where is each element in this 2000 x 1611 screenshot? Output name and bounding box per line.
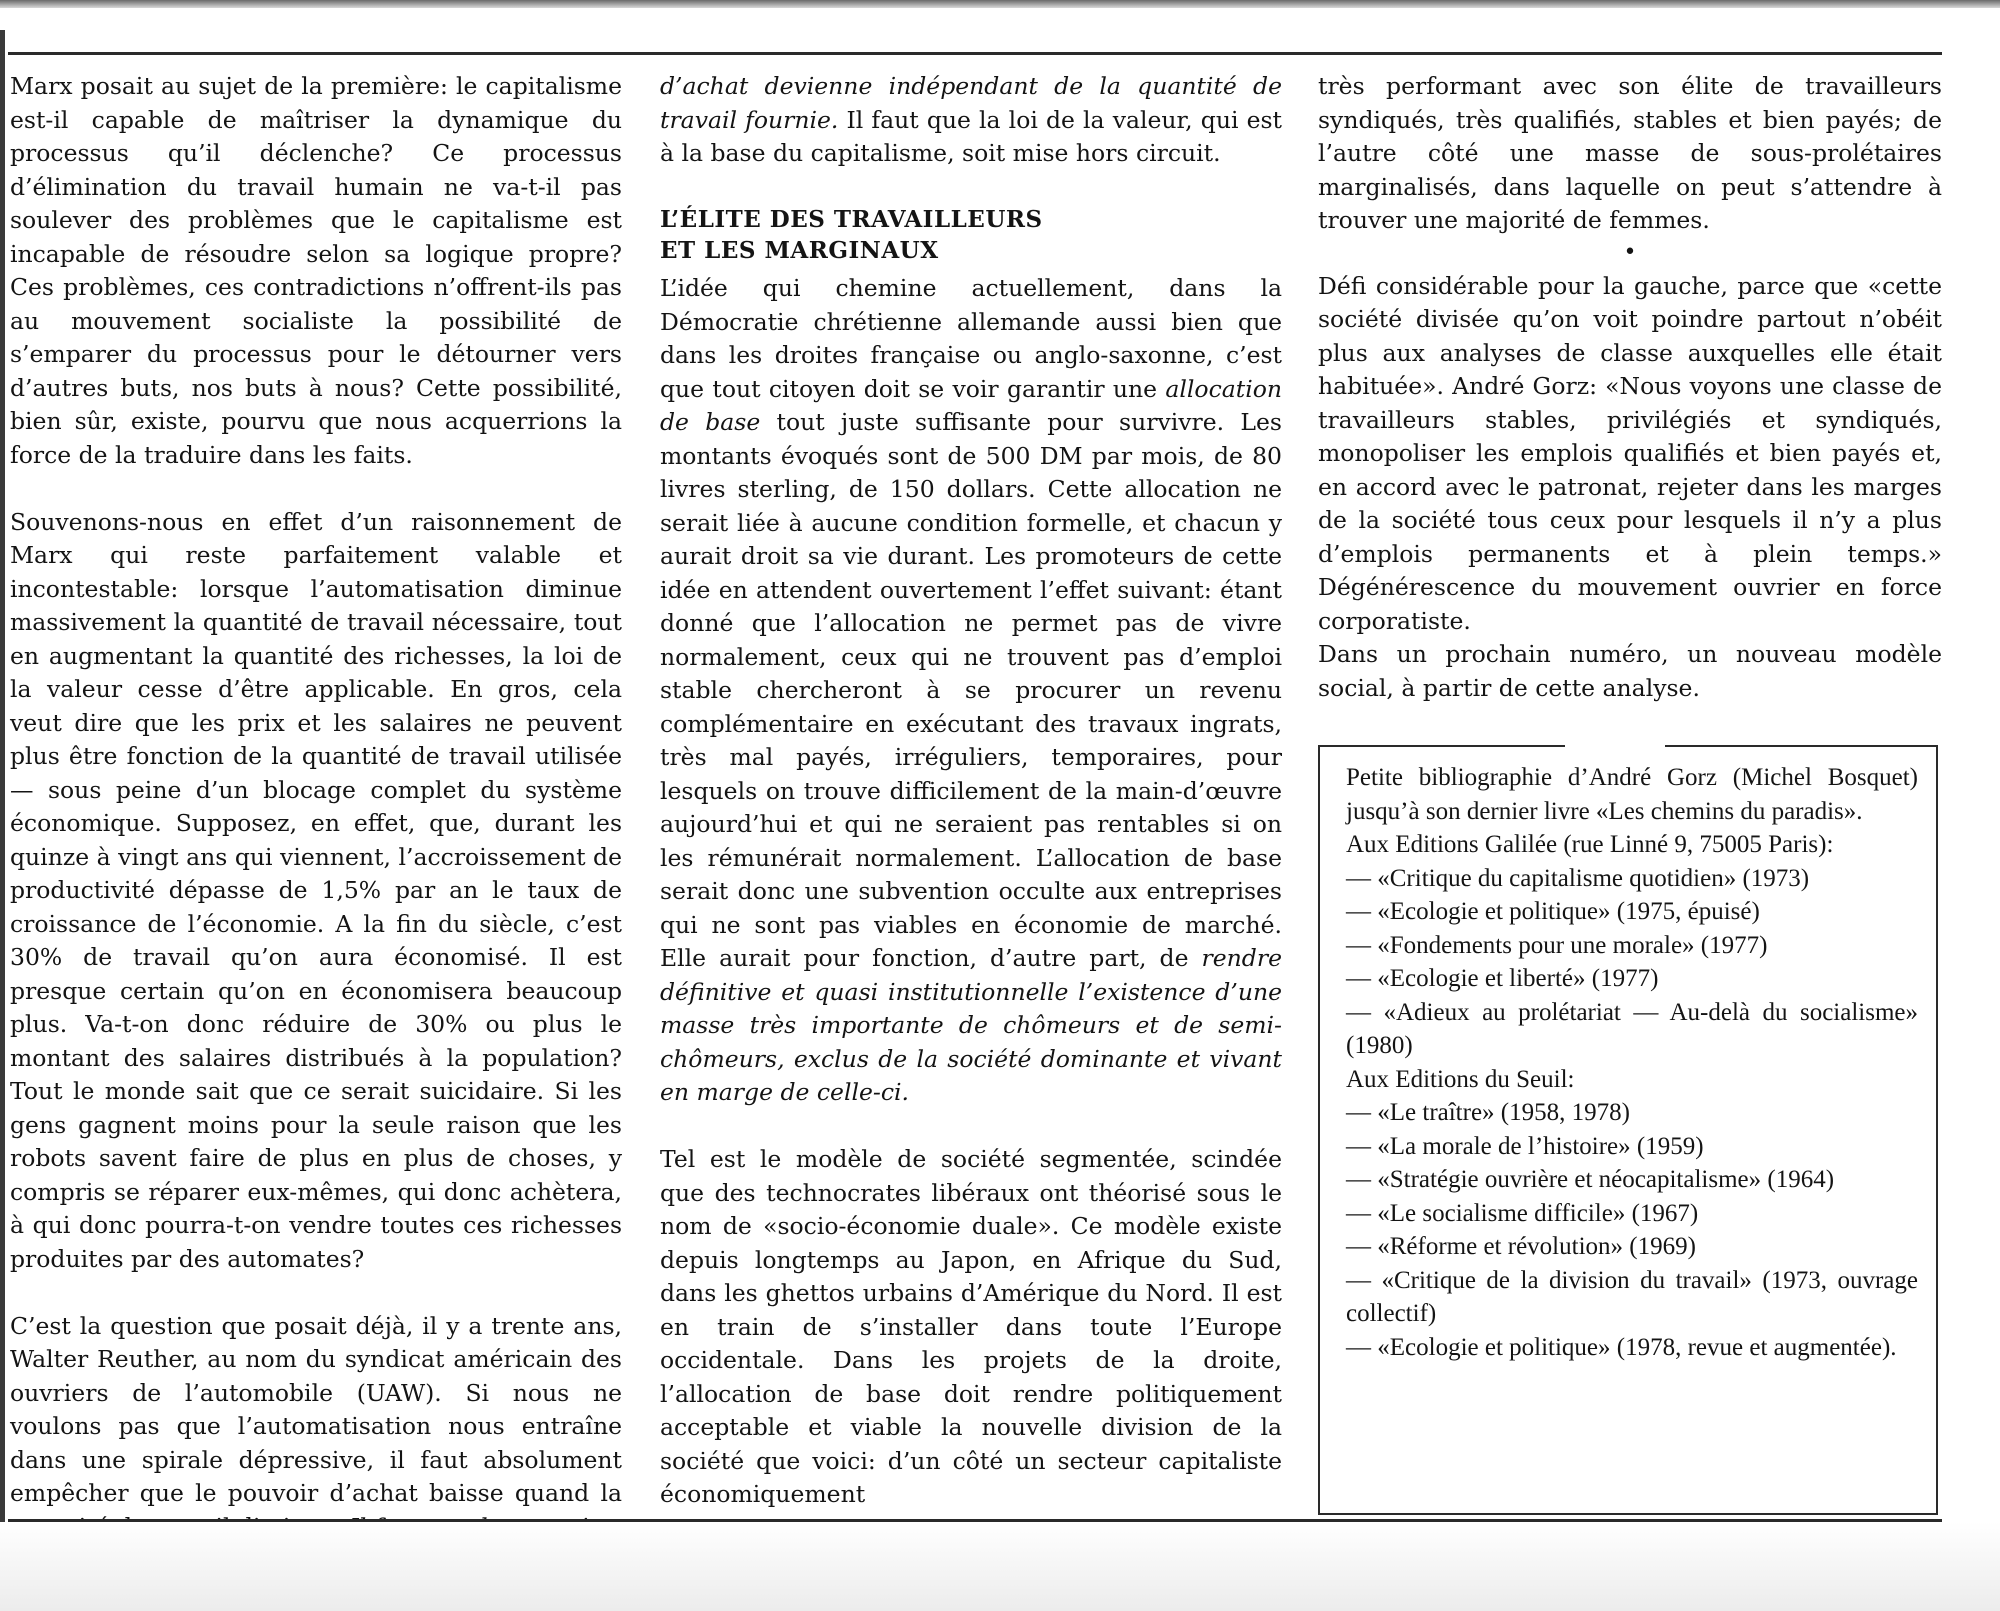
- page-bottom-margin: [0, 1522, 2000, 1611]
- bibliography-item: — «Stratégie ouvrière et néocapitalisme» (1964): [1346, 1166, 1835, 1193]
- paragraph-text: C’est la question que posait déjà, il y a trente ans, Walter Reuther, au nom du syndicat américain des ouvriers de l’automobile (UAW). Si nous ne voulons pas que l’automatisation nous entraîne dans une spirale dépressive, il faut absolument empêcher que le pouvoir d’achat baisse quand la: [10, 1311, 622, 1507]
- paragraph: [660, 272, 1282, 1110]
- paragraph: [10, 1310, 622, 1545]
- bibliography-item: — «Critique du capitalisme quotidien» (1973): [1346, 864, 1810, 892]
- bibliography-item: — «Le socialisme difficile» (1967): [1346, 1199, 1699, 1227]
- bibliography-item: — «La morale de l’histoire» (1959): [1346, 1132, 1704, 1160]
- italic-text: rendre définitive et quasi institutionnelle l’existence d’une masse très importante de chômeurs et de semi-chômeurs, exclus de la société dominante et vivant en marge de celle-ci.: [660, 944, 1282, 1106]
- paragraph-text: Il faut que la loi de la valeur, qui est à la base du capitalisme, soit mise hors circuit.: [660, 105, 1282, 167]
- paragraph: Marx posait au sujet de la première: le capitalisme est-il capable de maîtriser la dynamique du processus qu’il déclenche? Ce processus d’élimination du travail humain ne va-t-il pas soulever des problèmes que le capitalisme est incapable de résoudre selon sa logique propre? Ces problèmes, ces contradictions n’offrent-ils pas au mouvement socialiste la possibilité de s’emparer du processus pour le détourner vers d’autres buts, nos buts à nous? Cette possibilité, bien sûr, existe, pourvu que nous acquerrions la force de la traduire dans les faits.: [10, 72, 622, 469]
- page-left-edge: [0, 30, 5, 1611]
- paragraph: [660, 70, 1282, 171]
- section-separator: •: [1623, 239, 1637, 265]
- bibliography-item: — «Ecologie et politique» (1975, épuisé): [1346, 898, 1760, 925]
- paragraph: très performant avec son élite de travailleurs syndiqués, très qualifiés, stables et bien payés; de l’autre côté une masse de sous-prolétaires marginalisés, dans laquelle on peut s’attendre à trouver une majorité de femmes.: [1318, 72, 1942, 234]
- paragraph: Souvenons-nous en effet d’un raisonnement de Marx qui reste parfaitement valable et incontestable: lorsque l’automatisation diminue massivement la quantité de travail nécessaire, tout en augmentant la quantité des richesses, la loi de la valeur cesse d’être applicable. En gros, cela veut dire que les prix et les salaires ne peuvent plus être fonction de la quantité de travail utilisée — sous peine d’un blocage complet du système économique. Supposez, en effet, que, durant les quinze à vingt ans qui viennent, l’accroissement de productivité dépasse de 1,5% par an le taux de croissance de l’économie. A la fin du siècle, c’est 30% de travail qu’on aura économisé. Il est presque certain qu’on en économisera beaucoup plus. Va-t-on donc réduire de 30% ou plus le montant des salaires distribués à la population? Tout le monde sait que ce serait suicidaire. Si les gens gagnent moins pour la seule raison que les robots savent faire de plus en plus de choses, y compris se réparer eux-mêmes, qui donc achètera, à qui donc pourra-t-on vendre toutes ces richesses produites par des automates?: [10, 507, 622, 1273]
- section-heading: L’ÉLITE DES TRAVAILLEURS ET LES MARGINAUX: [660, 206, 1043, 264]
- paragraph-text: tout juste suffisante pour survivre. Les montants évoqués sont de 500 DM par mois, de 80 livres sterling, de 150 dollars. Cette allocation ne serait liée à aucune condition formelle, et chacun y aurait droit sa vie durant. Les promoteurs de cette idée en attendent ouvertement l’effet suivant: étant donné que l’allocation ne permet pas de vivre normalement, ceux qui ne trouvent pas d’emploi stable chercheront à se procurer un revenu complémentaire en exécutant des travaux ingrats, très mal payés, irréguliers, temporaires, pour lesquels on trouve difficilement de la main-d’œuvre aujourd’hui et qui ne seraient pas rentables si on les rémunérait normalement. L’allocation de base serait donc une subvention occulte aux entreprises qui ne sont pas viables en économie de marché. Elle aurait pour fonction, d’autre part, de: [660, 408, 1282, 972]
- article-column-3: [1318, 70, 1942, 705]
- italic-text: d’achat devienne indépendant de la quantité de travail fournie.: [660, 72, 1282, 134]
- bibliography-item: — «Le traître» (1958, 1978): [1346, 1099, 1630, 1126]
- publisher-header: Aux Editions du Seuil:: [1346, 1065, 1575, 1093]
- paragraph-text: L’idée qui chemine actuellement, dans la Démocratie chrétienne allemande aussi bien que dans les droites française ou anglo-saxonne, c’est que tout citoyen doit se voir garantir une: [660, 274, 1282, 403]
- bibliography-box: [1318, 745, 1938, 1515]
- bibliography-item: — «Fondements pour une morale» (1977): [1346, 931, 1768, 959]
- bibliography-content: [1346, 761, 1918, 1364]
- italic-text: allocation de base: [660, 374, 1282, 436]
- bibliography-item: — «Critique de la division du travail» (1973, ouvrage collectif): [1346, 1266, 1918, 1327]
- page-top-edge: [0, 0, 2000, 8]
- publisher-header: Aux Editions Galilée (rue Linné 9, 75005 Paris):: [1346, 831, 1834, 858]
- bibliography-item: — «Ecologie et politique» (1978, revue et augmentée).: [1346, 1333, 1897, 1361]
- article-column-2: [660, 70, 1282, 1512]
- paragraph: Défi considérable pour la gauche, parce que «cette société divisée qu’on voit poindre partout n’obéit plus aux analyses de classe auxquelles elle était habituée». André Gorz: «Nous voyons une classe de travailleurs stables, privilégiés et syndiqués, monopoliser les emplois qualifiés et bien payés et, en accord avec le patronat, rejeter dans les marges de la société tous ceux pour lesquels il n’y a plus d’emplois permanents et à plein temps.» Dégénérescence du mouvement ouvrier en force corporatiste.: [1318, 271, 1942, 635]
- paragraph: Dans un prochain numéro, un nouveau modèle social, à partir de cette analyse.: [1318, 640, 1942, 702]
- bibliography-item: — «Réforme et révolution» (1969): [1346, 1233, 1696, 1260]
- top-rule: [8, 52, 1942, 55]
- bibliography-item: — «Adieux au prolétariat — Au-delà du socialisme» (1980): [1346, 998, 1918, 1059]
- bibliography-item: — «Ecologie et liberté» (1977): [1346, 965, 1659, 992]
- paragraph: Tel est le modèle de société segmentée, scindée que des technocrates libéraux ont théorisé sous le nom de «socio-économie duale». Ce modèle existe depuis longtemps au Japon, en Afrique du Sud, dans les ghettos urbains d’Amérique du Nord. Il est en train de s’installer dans toute l’Europe occidentale. Dans les projets de la droite, l’allocation de base doit rendre politiquement acceptable et viable la nouvelle division de la société que voici: d’un côté un secteur capitaliste économiquement: [660, 1145, 1282, 1508]
- article-column-1: [10, 70, 622, 1544]
- bibliography-intro: Petite bibliographie d’André Gorz (Michel Bosquet) jusqu’à son dernier livre «Les chemins du paradis».: [1346, 764, 1918, 825]
